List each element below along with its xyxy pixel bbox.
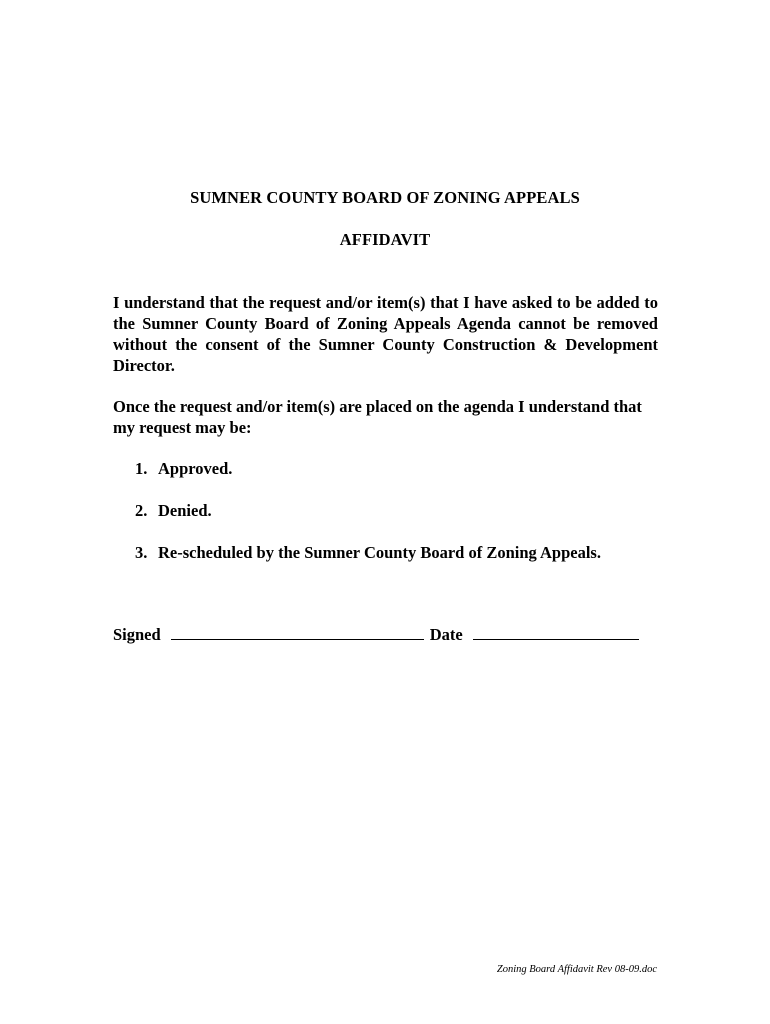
list-item <box>135 542 601 584</box>
affidavit-paragraph-1: I understand that the request and/or item(s) that I have asked to be added to the Sumner County Board of Zoning Appeals Agenda cannot be removed without the consent of the Sumner County Construction & Development Director. <box>113 293 658 375</box>
list-item <box>135 500 601 542</box>
signature-row <box>113 624 639 645</box>
date-field[interactable] <box>473 624 639 640</box>
affidavit-paragraph-2: Once the request and/or item(s) are placed on the agenda I understand that my request may be: <box>113 397 642 437</box>
signature-field[interactable] <box>171 624 424 640</box>
outcome-list <box>135 458 601 584</box>
list-item-number: 2. <box>135 501 148 520</box>
document-subheading: AFFIDAVIT <box>339 230 431 249</box>
list-item-number: 3. <box>135 543 148 562</box>
document-heading: SUMNER COUNTY BOARD OF ZONING APPEALS <box>190 188 580 207</box>
list-item <box>135 458 601 500</box>
date-label: Date <box>429 625 463 644</box>
list-item-text: Denied. <box>158 501 212 520</box>
signed-label: Signed <box>113 625 161 644</box>
list-item-text: Approved. <box>158 459 233 478</box>
list-item-number: 1. <box>135 459 148 478</box>
list-item-text: Re-scheduled by the Sumner County Board of Zoning Appeals. <box>158 543 601 562</box>
document-footer: Zoning Board Affidavit Rev 08-09.doc <box>496 964 657 975</box>
